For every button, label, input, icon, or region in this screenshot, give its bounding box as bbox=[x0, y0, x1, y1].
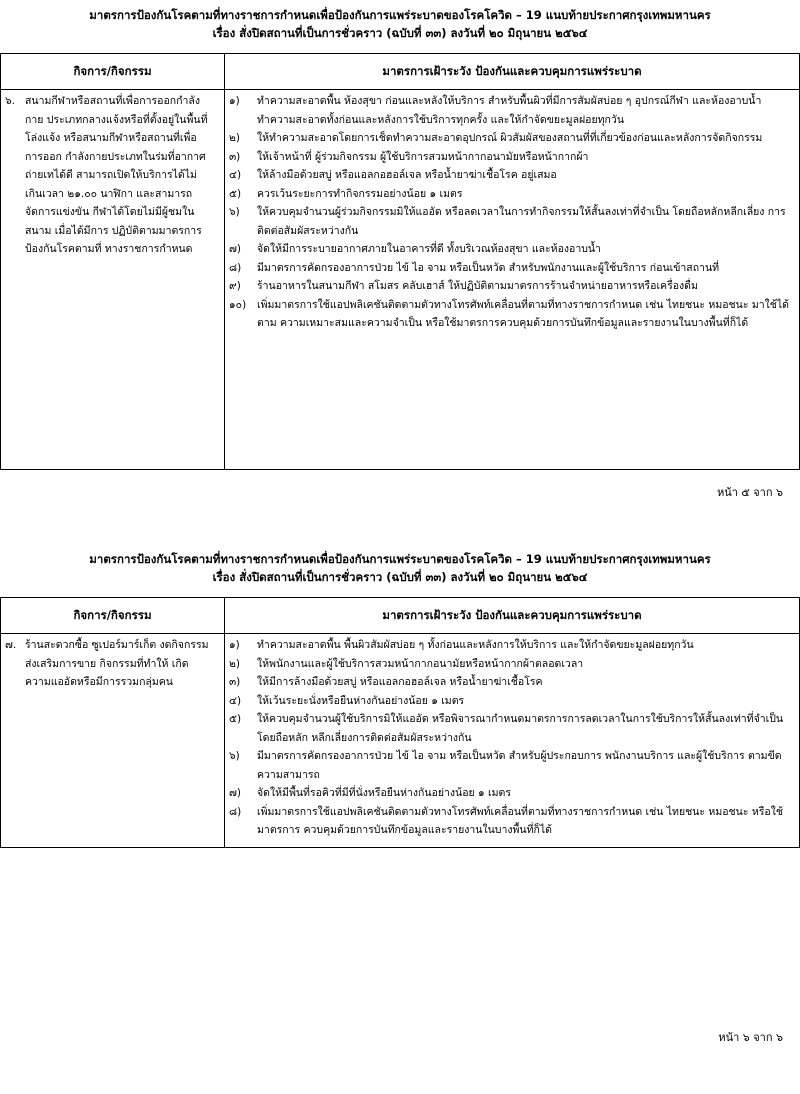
table-row bbox=[1, 634, 800, 848]
measure-number: ๒) bbox=[229, 657, 241, 670]
measure-number: ๑) bbox=[229, 639, 240, 651]
measure-item bbox=[229, 710, 793, 747]
measure-text: ให้เจ้าหน้าที่ ผู้ร่วมกิจกรรม ผู้ใช้บริการสวมหน้ากากอนามัยหรือหน้ากากผ้า bbox=[257, 150, 589, 163]
measures-cell bbox=[225, 634, 800, 848]
measure-number: ๓) bbox=[229, 150, 241, 163]
measure-number: ๑) bbox=[229, 95, 240, 107]
measure-text: มีมาตรการคัดกรองอาการป่วย ไข้ ไอ จาม หรือเป็นหวัด สำหรับผู้ประกอบการ พนักงานบริการ และผู้ใช้บริการ ตามขีดความสามารถ bbox=[257, 750, 782, 781]
measure-item bbox=[229, 259, 793, 278]
measure-item bbox=[229, 673, 793, 692]
measure-item bbox=[229, 203, 793, 240]
measure-list bbox=[229, 92, 793, 333]
measure-text: ทำความสะอาดพื้น พื้นผิวสัมผัสบ่อย ๆ ทั้งก่อนและหลังการให้บริการ และให้กำจัดขยะมูลฝอยทุกวัน bbox=[257, 639, 694, 651]
table-header-row bbox=[1, 54, 800, 90]
measure-text: เพิ่มมาตรการใช้แอปพลิเคชันติดตามตัวทางโทรศัพท์เคลื่อนที่ตามที่ทางราชการกำหนด เช่น ไทยชนะ หมอชนะ มาใช้ได้ตาม ความเหมาะสมและความจำเป็น หรือใช้มาตรการควบคุมด้วยการบันทึกข้อมูลและรายงานในบางพื้นที่ก็ได้ bbox=[257, 298, 789, 329]
measure-text: จัดให้มีพื้นที่รอคิวที่มีที่นั่งหรือยืนห่างกันอย่างน้อย ๑ เมตร bbox=[257, 787, 511, 799]
measure-text: ให้ล้างมือด้วยสบู่ หรือแอลกอฮอล์เจล หรือน้ำยาฆ่าเชื้อโรค อยู่เสมอ bbox=[257, 169, 557, 181]
measure-text: ให้พนักงานและผู้ใช้บริการสวมหน้ากากอนามัยหรือหน้ากากผ้าตลอดเวลา bbox=[257, 657, 584, 670]
page-number: หน้า ๖ จาก ๖ bbox=[718, 1031, 783, 1044]
measures-table-page-5 bbox=[0, 53, 800, 470]
measure-item bbox=[229, 803, 793, 840]
measure-item bbox=[229, 692, 793, 711]
measure-text: ทำความสะอาดพื้น ห้องสุขา ก่อนและหลังให้บริการ สำหรับพื้นผิวที่มีการสัมผัสบ่อย ๆ อุปกรณ์กีฬา และห้องอาบน้ำ ทำความสะอาดทั้งก่อนและหลังการใช้บริการทุกครั้ง และให้กำจัดขยะมูลฝอยทุกวัน bbox=[257, 95, 762, 126]
measure-item bbox=[229, 747, 793, 784]
header-title: มาตรการป้องกันโรคตามที่ทางราชการกำหนดเพื่อป้องกันการแพร่ระบาดของโรคโควิด – 19 แนบท้ายประกาศกรุงเทพมหานคร bbox=[89, 8, 711, 22]
table-header-row bbox=[1, 598, 800, 634]
page-5-header bbox=[0, 6, 800, 42]
activity-number: ๗. bbox=[5, 639, 17, 651]
measure-text: มีมาตรการคัดกรองอาการป่วย ไข้ ไอ จาม หรือเป็นหวัด สำหรับพนักงานและผู้ใช้บริการ ก่อนเข้าสถานที่ bbox=[257, 261, 720, 274]
measure-text: ให้ควบคุมจำนวนผู้ใช้บริการมิให้แออัด หรือพิจารณากำหนดมาตรการการลดเวลาในการใช้บริการให้สั้นลงเท่าที่จำเป็น โดยถือหลัก หลีกเลี่ยงการติดต่อสัมผัสระหว่างกัน bbox=[257, 713, 784, 744]
measure-item bbox=[229, 166, 793, 185]
activity-description: สนามกีฬาหรือสถานที่เพื่อการออกกำลังกาย ประเภทกลางแจ้งหรือที่ตั้งอยู่ในพื้นที่โล่งแจ้ง หรือสนามกีฬาหรือสถานที่เพื่อการออก กำลังกายประเภทในร่มที่อากาศถ่ายเทได้ดี สามารถเปิดให้บริการได้ไม่เกินเวลา ๒๑.๐๐ นาฬิกา และสามารถจัดการแข่งขัน กีฬาได้โดยไม่มีผู้ชมในสนาม เมื่อได้มีการ ปฏิบัติตามมาตรการป้องกันโรคตามที่ ทางราชการกำหนด bbox=[25, 95, 208, 255]
table-row bbox=[1, 90, 800, 470]
measure-number: ๑๐) bbox=[229, 298, 247, 311]
measure-item bbox=[229, 185, 793, 204]
measure-item bbox=[229, 240, 793, 259]
measure-text: จัดให้มีการระบายอากาศภายในอาคารที่ดี ทั้งบริเวณห้องสุขา และห้องอาบน้ำ bbox=[257, 243, 601, 255]
header-title: มาตรการป้องกันโรคตามที่ทางราชการกำหนดเพื่อป้องกันการแพร่ระบาดของโรคโควิด – 19 แนบท้ายประกาศกรุงเทพมหานคร bbox=[89, 552, 711, 566]
measure-number: ๙) bbox=[229, 280, 241, 292]
measure-item bbox=[229, 277, 793, 296]
measure-number: ๖) bbox=[229, 750, 240, 762]
measure-list bbox=[229, 636, 793, 840]
column-header-measures: มาตรการเฝ้าระวัง ป้องกันและควบคุมการแพร่ระบาด bbox=[225, 54, 800, 90]
measure-number: ๕) bbox=[229, 713, 242, 725]
measure-text: ให้เว้นระยะนั่งหรือยืนห่างกันอย่างน้อย ๑ เมตร bbox=[257, 694, 465, 707]
column-header-measures: มาตรการเฝ้าระวัง ป้องกันและควบคุมการแพร่ระบาด bbox=[225, 598, 800, 634]
measure-number: ๓) bbox=[229, 676, 241, 688]
measure-item bbox=[229, 636, 793, 655]
measure-number: ๖) bbox=[229, 206, 240, 218]
measure-number: ๕) bbox=[229, 187, 242, 200]
measure-number: ๔) bbox=[229, 694, 242, 707]
header-subtitle: เรื่อง สั่งปิดสถานที่เป็นการชั่วคราว (ฉบับที่ ๓๓) ลงวันที่ ๒๐ มิถุนายน ๒๕๖๔ bbox=[212, 570, 588, 584]
measure-item bbox=[229, 784, 793, 803]
measure-number: ๘) bbox=[229, 805, 242, 818]
header-subtitle: เรื่อง สั่งปิดสถานที่เป็นการชั่วคราว (ฉบับที่ ๓๓) ลงวันที่ ๒๐ มิถุนายน ๒๕๖๔ bbox=[212, 26, 588, 40]
measure-number: ๗) bbox=[229, 243, 241, 255]
measure-text: ควรเว้นระยะการทำกิจกรรมอย่างน้อย ๑ เมตร bbox=[257, 187, 463, 200]
measure-text: ให้มีการล้างมือด้วยสบู่ หรือแอลกอฮอล์เจล หรือน้ำยาฆ่าเชื้อโรค bbox=[257, 676, 543, 688]
measure-item bbox=[229, 148, 793, 167]
measure-text: ร้านอาหารในสนามกีฬา สโมสร คลับเฮาส์ ให้ปฏิบัติตามมาตรการร้านจำหน่ายอาหารหรือเครื่องดื่ม bbox=[257, 280, 698, 292]
measure-item bbox=[229, 655, 793, 674]
measure-text: เพิ่มมาตรการใช้แอปพลิเคชันติดตามตัวทางโทรศัพท์เคลื่อนที่ตามที่ทางราชการกำหนด เช่น ไทยชนะ หมอชนะ หรือใช้มาตรการ ควบคุมด้วยการบันทึกข้อมูลและรายงานในบางพื้นที่ก็ได้ bbox=[257, 805, 783, 836]
measures-cell bbox=[225, 90, 800, 470]
measure-number: ๔) bbox=[229, 169, 242, 181]
measure-text: ให้ทำความสะอาดโดยการเช็ดทำความสะอาดอุปกรณ์ ผิวสัมผัสของสถานที่ที่เกี่ยวข้องก่อนและหลังการจัดกิจกรรม bbox=[257, 132, 763, 144]
column-header-activity: กิจการ/กิจกรรม bbox=[1, 598, 225, 634]
activity-cell bbox=[1, 90, 225, 470]
measure-number: ๗) bbox=[229, 787, 241, 799]
measure-number: ๘) bbox=[229, 261, 242, 274]
activity-description: ร้านสะดวกซื้อ ซูเปอร์มาร์เก็ต งดกิจกรรมส่งเสริมการขาย กิจกรรมที่ทำให้ เกิดความแออัดหรือมีการรวมกลุ่มคน bbox=[25, 639, 209, 688]
measure-item bbox=[229, 296, 793, 333]
activity-cell bbox=[1, 634, 225, 848]
column-header-activity: กิจการ/กิจกรรม bbox=[1, 54, 225, 90]
measure-item bbox=[229, 92, 793, 129]
page-6-header bbox=[0, 550, 800, 586]
activity-number: ๖. bbox=[5, 95, 16, 107]
measure-item bbox=[229, 129, 793, 148]
measures-table-page-6 bbox=[0, 597, 800, 848]
measure-text: ให้ควบคุมจำนวนผู้ร่วมกิจกรรมมิให้แออัด หรือลดเวลาในการทำกิจกรรมให้สั้นลงเท่าที่จำเป็น โดยถือหลักหลีกเลี่ยง การติดต่อสัมผัสระหว่างกัน bbox=[257, 206, 786, 237]
page-number: หน้า ๕ จาก ๖ bbox=[716, 486, 783, 499]
measure-number: ๒) bbox=[229, 132, 241, 144]
